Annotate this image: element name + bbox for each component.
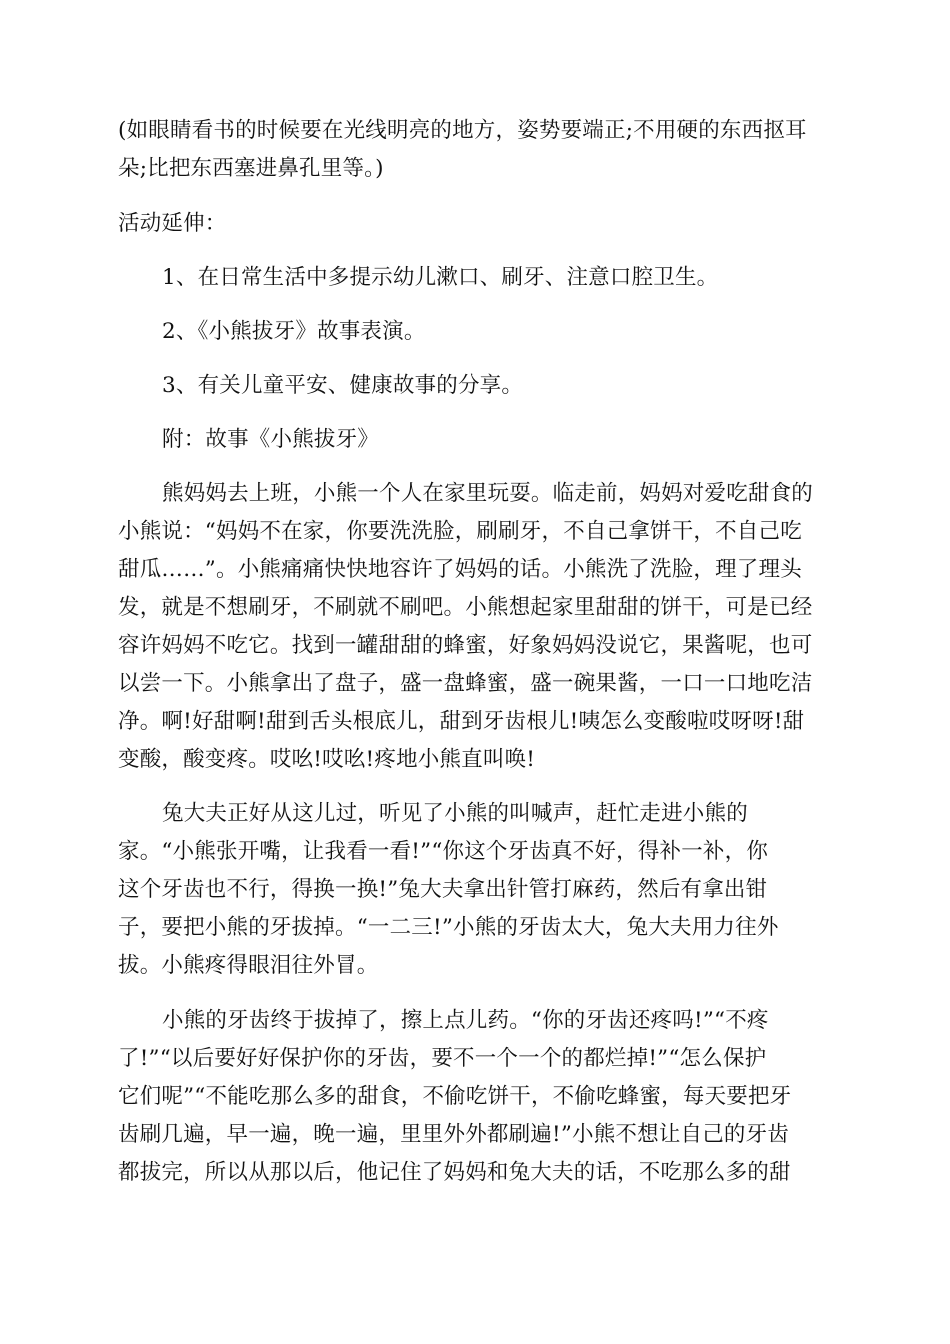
text-line: 小熊说：“妈妈不在家，你要洗洗脸，刷刷牙，不自己拿饼干，不自己吃 — [118, 519, 802, 544]
text-line: 都拔完，所以从那以后，他记住了妈妈和兔大夫的话，不吃那么多的甜 — [118, 1160, 791, 1185]
text-line: 这个牙齿也不行，得换一换!”兔大夫拿出针管打麻药，然后有拿出钳 — [118, 877, 768, 902]
text-line: 它们呢”“不能吃那么多的甜食，不偷吃饼干，不偷吃蜂蜜，每天要把牙 — [118, 1084, 792, 1109]
text-line: 家。“小熊张开嘴，让我看一看!”“你这个牙齿真不好，得补一补，你 — [118, 839, 769, 864]
text-line: 齿刷几遍，早一遍，晚一遍，里里外外都刷遍!”小熊不想让自己的牙齿 — [118, 1122, 790, 1147]
list-item: 3、有关儿童平安、健康故事的分享。 — [162, 373, 524, 398]
text-line: 甜瓜……”。小熊痛痛快快地容许了妈妈的话。小熊洗了洗脸，理了理头 — [118, 557, 802, 582]
text-line: 拔。小熊疼得眼泪往外冒。 — [118, 953, 379, 978]
text-line: (如眼睛看书的时候要在光线明亮的地方，姿势要端正;不用硬的东西抠耳 — [118, 118, 807, 143]
text-line: 子，要把小熊的牙拔掉。“一二三!”小熊的牙齿太大，兔大夫用力往外 — [118, 915, 779, 940]
list-item: 2、《小熊拔牙》故事表演。 — [162, 319, 426, 344]
text-line: 小熊的牙齿终于拔掉了，擦上点儿药。“你的牙齿还疼吗!”“不疼 — [162, 1008, 769, 1033]
text-line: 发，就是不想刷牙，不刷就不刷吧。小熊想起家里甜甜的饼干，可是已经 — [118, 595, 813, 620]
story-title: 附：故事《小熊拔牙》 — [162, 427, 380, 452]
section-heading: 活动延伸： — [118, 211, 227, 236]
list-item: 1、在日常生活中多提示幼儿漱口、刷牙、注意口腔卫生。 — [162, 265, 719, 290]
text-line: 熊妈妈去上班，小熊一个人在家里玩耍。临走前，妈妈对爱吃甜食的 — [162, 481, 814, 506]
text-line: 朵;比把东西塞进鼻孔里等。) — [118, 156, 384, 181]
text-line: 变酸，酸变疼。哎吆!哎吆!疼地小熊直叫唤! — [118, 747, 536, 772]
text-line: 容许妈妈不吃它。找到一罐甜甜的蜂蜜，好象妈妈没说它，果酱呢，也可 — [118, 633, 813, 658]
text-line: 了!”“以后要好好保护你的牙齿，要不一个一个的都烂掉!”“怎么保护 — [118, 1046, 767, 1071]
text-line: 兔大夫正好从这儿过，听见了小熊的叫喊声，赶忙走进小熊的 — [162, 801, 748, 826]
text-line: 净。啊!好甜啊!甜到舌头根底儿，甜到牙齿根儿!咦怎么变酸啦哎呀呀!甜 — [118, 709, 805, 734]
text-line: 以尝一下。小熊拿出了盘子，盛一盘蜂蜜，盛一碗果酱，一口一口地吃洁 — [118, 671, 813, 696]
